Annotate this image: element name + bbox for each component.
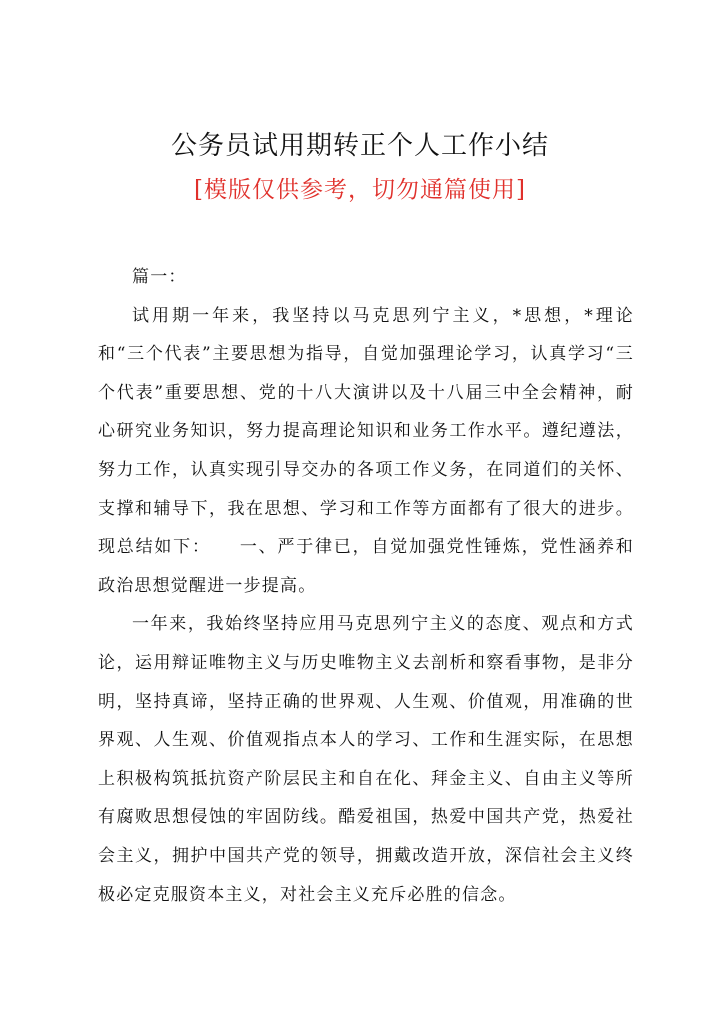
paragraph-2: 一年来，我始终坚持应用马克思列宁主义的态度、观点和方式论，运用辩证唯物主义与历史唯物主义去剖析和察看事物，是非分明，坚持真谛，坚持正确的世界观、人生观、价值观，用准确的世界观、人生观、价值观指点本人的学习、工作和生涯实际，在思想上积极构筑抵抗资产阶层民主和自在化、拜金主义、自由主义等所有腐败思想侵蚀的牢固防线。酷爱祖国，热爱中国共产党，热爱社会主义，拥护中国共产党的领导，拥戴改造开放，深信社会主义终极必定克服资本主义，对社会主义充斥必胜的信念。 (98, 614, 634, 905)
paragraph-1: 试用期一年来，我坚持以马克思列宁主义，*思想，*理论和“三个代表”主要思想为指导，自觉加强理论学习，认真学习“三个代表”重要思想、党的十八大演讲以及十八届三中全会精神，耐心研究业务知识，努力提高理论知识和业务工作水平。遵纪遵法，努力工作，认真实现引导交办的各项工作义务，在同道们的关怀、支撑和辅导下，我在思想、学习和工作等方面都有了很大的进步。现总结如下： 一、严于律已，自觉加强党性锤炼，党性涵养和政治思想觉醒进一步提高。 (98, 305, 634, 596)
document-body (98, 258, 634, 914)
section-label: 篇一： (132, 267, 187, 287)
document-title: 公务员试用期转正个人工作小结 (170, 131, 549, 161)
template-disclaimer: [模版仅供参考，切勿通篇使用] (194, 177, 526, 203)
